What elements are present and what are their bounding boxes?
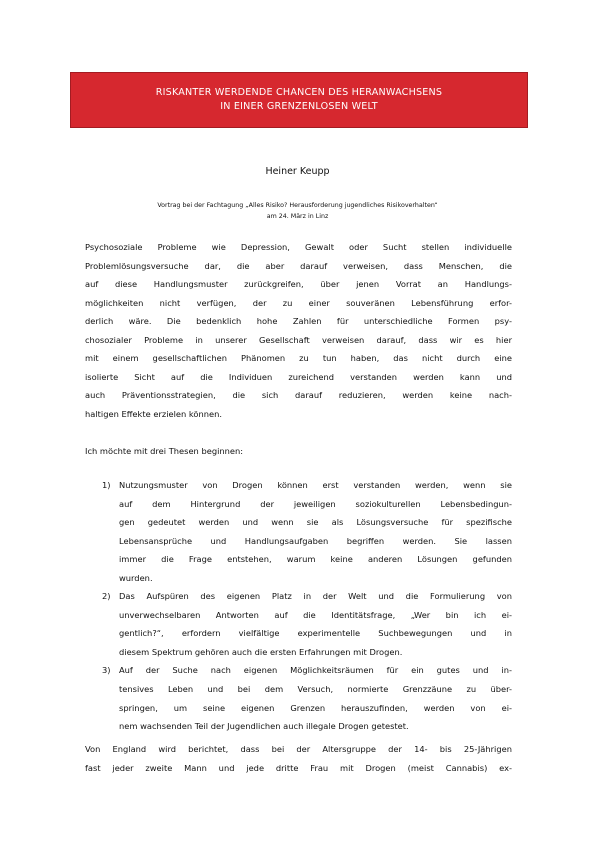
- thesis-line: nem wachsenden Teil der Jugendlichen auch illegale Drogen getestet.: [119, 721, 409, 732]
- thesis-text: [119, 587, 512, 661]
- thesis-line: diesem Spektrum gehören auch die ersten Erfahrungen mit Drogen.: [119, 646, 403, 657]
- thesis-number: 1): [102, 480, 111, 490]
- subtitle-line-2: am 24. März in Linz: [266, 213, 329, 220]
- paragraph-line: fast jeder zweite Mann und jede dritte Frau mit Drogen (meist Cannabis) ex-: [85, 762, 512, 773]
- paragraph-line: haltigen Effekte erzielen können.: [85, 408, 223, 419]
- title-line-2: IN EINER GRENZENLOSEN WELT: [220, 101, 378, 112]
- thesis-line: auf dem Hintergrund der jeweiligen soziokulturellen Lebensbedingun-: [119, 498, 512, 509]
- thesis-line: Lebensansprüche und Handlungsaufgaben begriffen werden. Sie lassen: [119, 535, 512, 546]
- event-subtitle: [0, 200, 595, 222]
- title-banner: [70, 72, 528, 128]
- thesis-text: [119, 661, 512, 735]
- thesis-line: springen, um seine eigenen Grenzen herauszufinden, werden von ei-: [119, 702, 512, 713]
- paragraph-line: auch Präventionsstrategien, die sich darauf reduzieren, werden keine nach-: [85, 390, 512, 401]
- thesis-line: gen gedeutet werden und wenn sie als Lösungsversuche für spezifische: [119, 517, 512, 528]
- paragraph-line: Psychosoziale Probleme wie Depression, Gewalt oder Sucht stellen individuelle: [85, 242, 512, 252]
- thesis-line: Nutzungsmuster von Drogen können erst verstanden werden, wenn sie: [119, 480, 512, 490]
- thesis-line: tensives Leben und bei dem Versuch, normierte Grenzzäune zu über-: [119, 684, 512, 695]
- title-line-1: RISKANTER WERDENDE CHANCEN DES HERANWACHSENS: [155, 87, 443, 98]
- theses-intro-paragraph: [85, 442, 512, 461]
- paragraph-line: auf diese Handlungsmuster zurückgreifen, über jenen Vorrat an Handlungs-: [85, 279, 512, 290]
- theses-list: [85, 476, 512, 736]
- author-name: Heiner Keupp: [265, 166, 330, 177]
- thesis-text: [119, 476, 512, 587]
- thesis-line: wurden.: [119, 572, 153, 583]
- england-paragraph: [85, 740, 512, 777]
- thesis-line: gentlich?“, erfordern vielfältige experimentelle Suchbewegungen und in: [119, 628, 512, 639]
- paragraph-line: derlich wäre. Die bedenklich hohe Zahlen für unterschiedliche Formen psy-: [85, 316, 512, 327]
- subtitle-line-1: Vortrag bei der Fachtagung „Alles Risiko? Herausforderung jugendliches Risikoverhalten“: [157, 202, 438, 209]
- thesis-item-1: [85, 476, 512, 587]
- thesis-item-2: [85, 587, 512, 661]
- paragraph-line: Ich möchte mit drei Thesen beginnen:: [85, 446, 244, 456]
- thesis-line: immer die Frage entstehen, warum keine anderen Lösungen gefunden: [119, 554, 512, 565]
- thesis-number: 2): [102, 591, 111, 602]
- paragraph-line: Problemlösungsversuche dar, die aber darauf verweisen, dass Menschen, die: [85, 260, 512, 271]
- thesis-number: 3): [102, 665, 111, 676]
- paragraph-line: isolierte Sicht auf die Individuen zureichend verstanden werden kann und: [85, 371, 512, 382]
- thesis-line: unverwechselbaren Antworten auf die Identitätsfrage, „Wer bin ich ei-: [119, 609, 512, 620]
- paragraph-line: möglichkeiten nicht verfügen, der zu einer souveränen Lebensführung erfor-: [85, 297, 512, 308]
- thesis-line: Auf der Suche nach eigenen Möglichkeitsräumen für ein gutes und in-: [119, 665, 512, 676]
- paragraph-line: mit einem gesellschaftlichen Phänomen zu tun haben, das nicht durch eine: [85, 353, 512, 364]
- paragraph-line: chosozialer Probleme in unserer Gesellschaft verweisen darauf, dass wir es hier: [85, 334, 512, 345]
- thesis-line: Das Aufspüren des eigenen Platz in der Welt und die Formulierung von: [119, 591, 512, 602]
- paragraph-line: Von England wird berichtet, dass bei der Altersgruppe der 14- bis 25-Jährigen: [85, 744, 512, 754]
- thesis-item-3: [85, 661, 512, 735]
- intro-paragraph: [85, 238, 512, 423]
